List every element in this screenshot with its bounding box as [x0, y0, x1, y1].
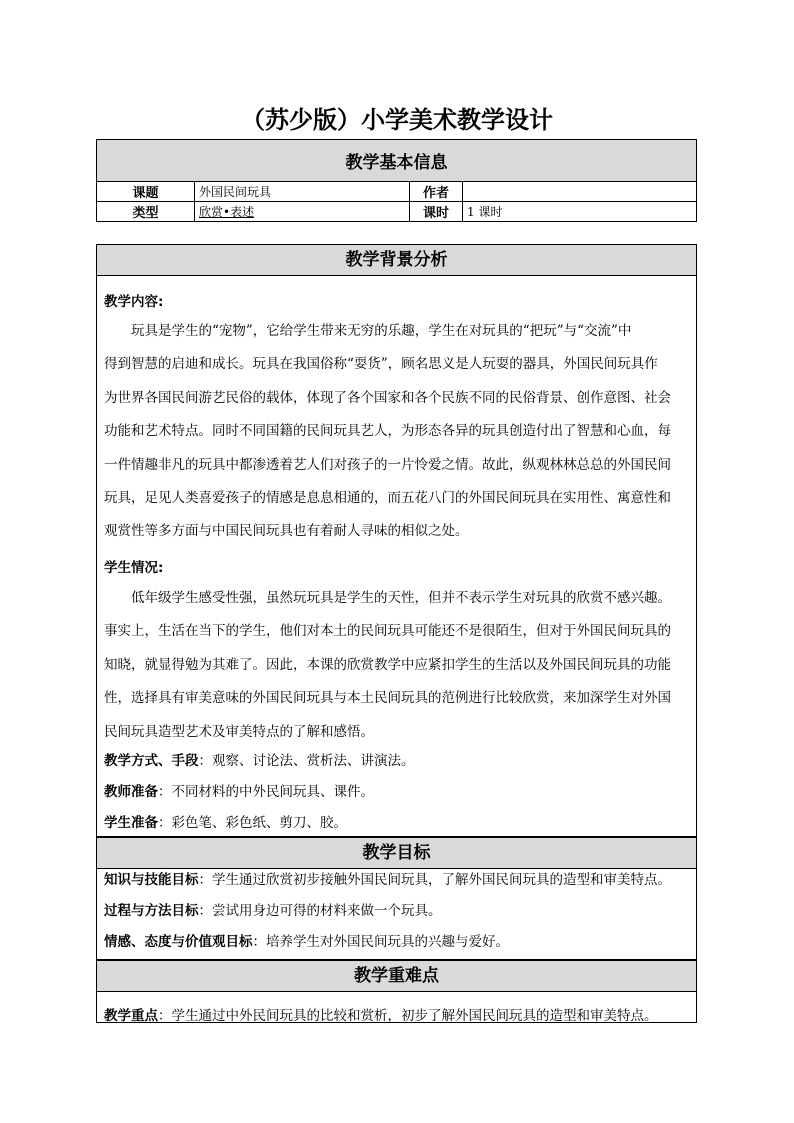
content-label: 教学内容:	[104, 294, 164, 310]
author-value	[463, 182, 697, 202]
key-label: 教学重点	[104, 1008, 158, 1024]
process-row	[104, 899, 442, 919]
content-line: 一件情趣非凡的玩具中都渗透着艺人们对孩子的一片怜爱之情。故此，纵观林林总总的外国民间	[104, 456, 671, 473]
student-prep-label: 学生准备	[104, 815, 158, 831]
content-line: 玩具，足见人类喜爱孩子的情感是息息相通的，而五花八门的外国民间玩具在实用性、寓意性和	[104, 490, 671, 507]
content-line: 功能和艺术特点。同时不同国籍的民间玩具艺人，为形态各异的玩具创造付出了智慧和心血，每	[104, 423, 671, 440]
hours-label: 课时	[410, 202, 463, 222]
knowledge-row	[104, 868, 671, 888]
topic-label: 课题	[97, 182, 195, 202]
content-paragraph	[104, 315, 690, 549]
hours-value: 1 课时	[463, 202, 697, 222]
topic-value: 外国民间玩具	[195, 182, 410, 202]
key-points-header: 教学重难点	[96, 960, 697, 992]
method-row	[104, 749, 415, 769]
process-value: ：尝试用身边可得的材料来做一个玩具。	[198, 903, 442, 919]
content-line: 观赏性等多方面与中国民间玩具也有着耐人寻味的相似之处。	[104, 523, 469, 540]
process-label: 过程与方法目标	[104, 903, 199, 919]
author-label: 作者	[410, 182, 463, 202]
type-label: 类型	[97, 202, 195, 222]
students-line: 性，选择具有审美意味的外国民间玩具与本土民间玩具的范例进行比较欣赏，来加深学生对外国	[104, 690, 671, 707]
students-line: 知晓，就显得勉为其难了。因此，本课的欣赏教学中应紧扣学生的生活以及外国民间玩具的功能	[104, 656, 671, 673]
basic-info-table	[96, 139, 697, 222]
method-value: ：观察、讨论法、赏析法、讲演法。	[198, 753, 415, 769]
emotion-row	[104, 930, 509, 950]
student-prep-value: ：彩色笔、彩色纸、剪刀、胶。	[158, 815, 347, 831]
students-line: 低年级学生感受性强，虽然玩玩具是学生的天性，但并不表示学生对玩具的欣赏不感兴趣。	[131, 590, 671, 606]
document-title: （苏少版）小学美术教学设计	[241, 106, 553, 134]
students-paragraph	[104, 582, 690, 749]
type-value-text: 欣赏•表述	[199, 205, 255, 219]
teacher-prep-row	[104, 780, 374, 800]
emotion-label: 情感、态度与价值观目标	[104, 934, 253, 950]
type-value	[195, 202, 410, 222]
teacher-prep-label: 教师准备	[104, 784, 158, 800]
knowledge-value: ：学生通过欣赏初步接触外国民间玩具，了解外国民间玩具的造型和审美特点。	[198, 872, 671, 888]
content-line: 为世界各国民间游艺民俗的载体，体现了各个国家和各个民族不同的民俗背景、创作意图、社会	[104, 389, 671, 406]
key-value: ：学生通过中外民间玩具的比较和赏析，初步了解外国民间玩具的造型和审美特点。	[158, 1008, 658, 1024]
student-prep-row	[104, 811, 347, 831]
objectives-header: 教学目标	[96, 837, 697, 869]
teacher-prep-value: ：不同材料的中外民间玩具、课件。	[158, 784, 374, 800]
background-header: 教学背景分析	[96, 244, 697, 276]
knowledge-label: 知识与技能目标	[104, 872, 199, 888]
emotion-value: ：培养学生对外国民间玩具的兴趣与爱好。	[252, 934, 509, 950]
content-line: 得到智慧的启迪和成长。玩具在我国俗称“耍货”，顾名思义是人玩耍的器具，外国民间玩具作	[104, 356, 658, 373]
method-label: 教学方式、手段	[104, 753, 199, 769]
students-label: 学生情况:	[104, 560, 164, 576]
students-line: 事实上，生活在当下的学生，他们对本土的民间玩具可能还不是很陌生，但对于外国民间玩具的	[104, 623, 671, 640]
key-row	[104, 1004, 658, 1024]
students-line: 民间玩具造型艺术及审美特点的了解和感悟。	[104, 723, 374, 740]
content-line: 玩具是学生的“宠物”，它给学生带来无穷的乐趣，学生在对玩具的“把玩”与“交流”中	[131, 323, 632, 339]
basic-info-header: 教学基本信息	[97, 140, 697, 182]
